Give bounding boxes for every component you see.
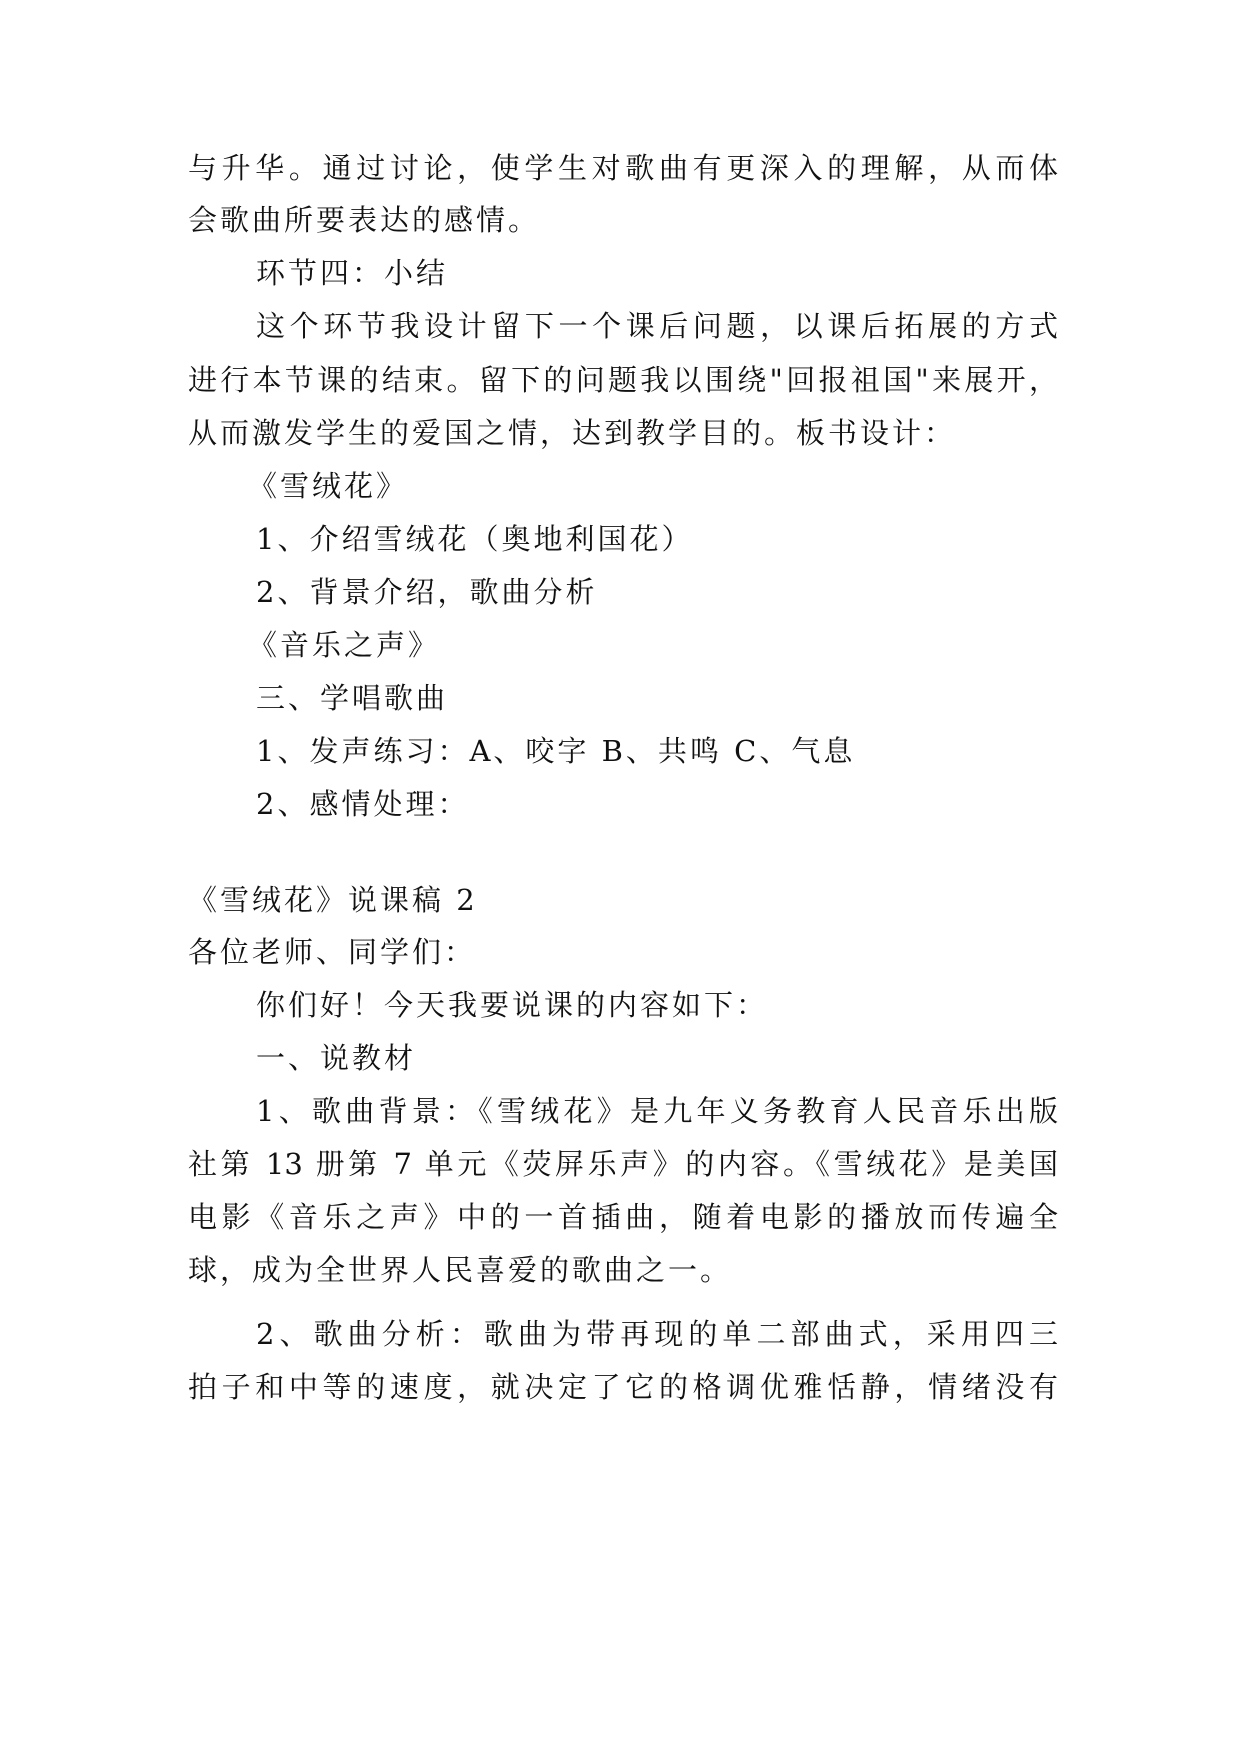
section-heading: 一、说教材 [256, 1041, 417, 1075]
document-title: 《雪绒花》说课稿 2 [188, 883, 478, 917]
board-item: 2、感情处理： [256, 787, 470, 821]
board-item: 2、背景介绍，歌曲分析 [256, 575, 598, 609]
paragraph-line: 2、歌曲分析：歌曲为带再现的单二部曲式，采用四三 [256, 1317, 1058, 1351]
paragraph-line: 会歌曲所要表达的感情。 [188, 203, 541, 237]
paragraph-line: 这个环节我设计留下一个课后问题，以课后拓展的方式 [256, 309, 1058, 343]
section-heading: 环节四：小结 [256, 256, 449, 290]
board-title: 《雪绒花》 [248, 469, 409, 503]
paragraph-line: 电影《音乐之声》中的一首插曲，随着电影的播放而传遍全 [188, 1200, 1058, 1234]
board-item: 1、发声练习：A、咬字 B、共鸣 C、气息 [256, 734, 856, 768]
board-title: 《音乐之声》 [248, 628, 441, 662]
board-item: 三、学唱歌曲 [256, 681, 449, 715]
paragraph-line: 你们好！今天我要说课的内容如下： [256, 988, 769, 1022]
greeting: 各位老师、同学们： [188, 935, 477, 969]
paragraph-line: 拍子和中等的速度，就决定了它的格调优雅恬静，情绪没有 [188, 1370, 1058, 1404]
paragraph-line: 1、歌曲背景：《雪绒花》是九年义务教育人民音乐出版 [256, 1094, 1058, 1128]
paragraph-line: 进行本节课的结束。留下的问题我以围绕"回报祖国"来展开， [188, 363, 1058, 397]
paragraph-line: 球，成为全世界人民喜爱的歌曲之一。 [188, 1253, 733, 1287]
paragraph-line: 社第 13 册第 7 单元《荧屏乐声》的内容。《雪绒花》是美国 [188, 1147, 1058, 1181]
paragraph-line: 与升华。通过讨论，使学生对歌曲有更深入的理解，从而体 [188, 151, 1058, 185]
paragraph-line: 从而激发学生的爱国之情，达到教学目的。板书设计： [188, 416, 957, 450]
board-item: 1、介绍雪绒花（奥地利国花） [256, 522, 694, 556]
